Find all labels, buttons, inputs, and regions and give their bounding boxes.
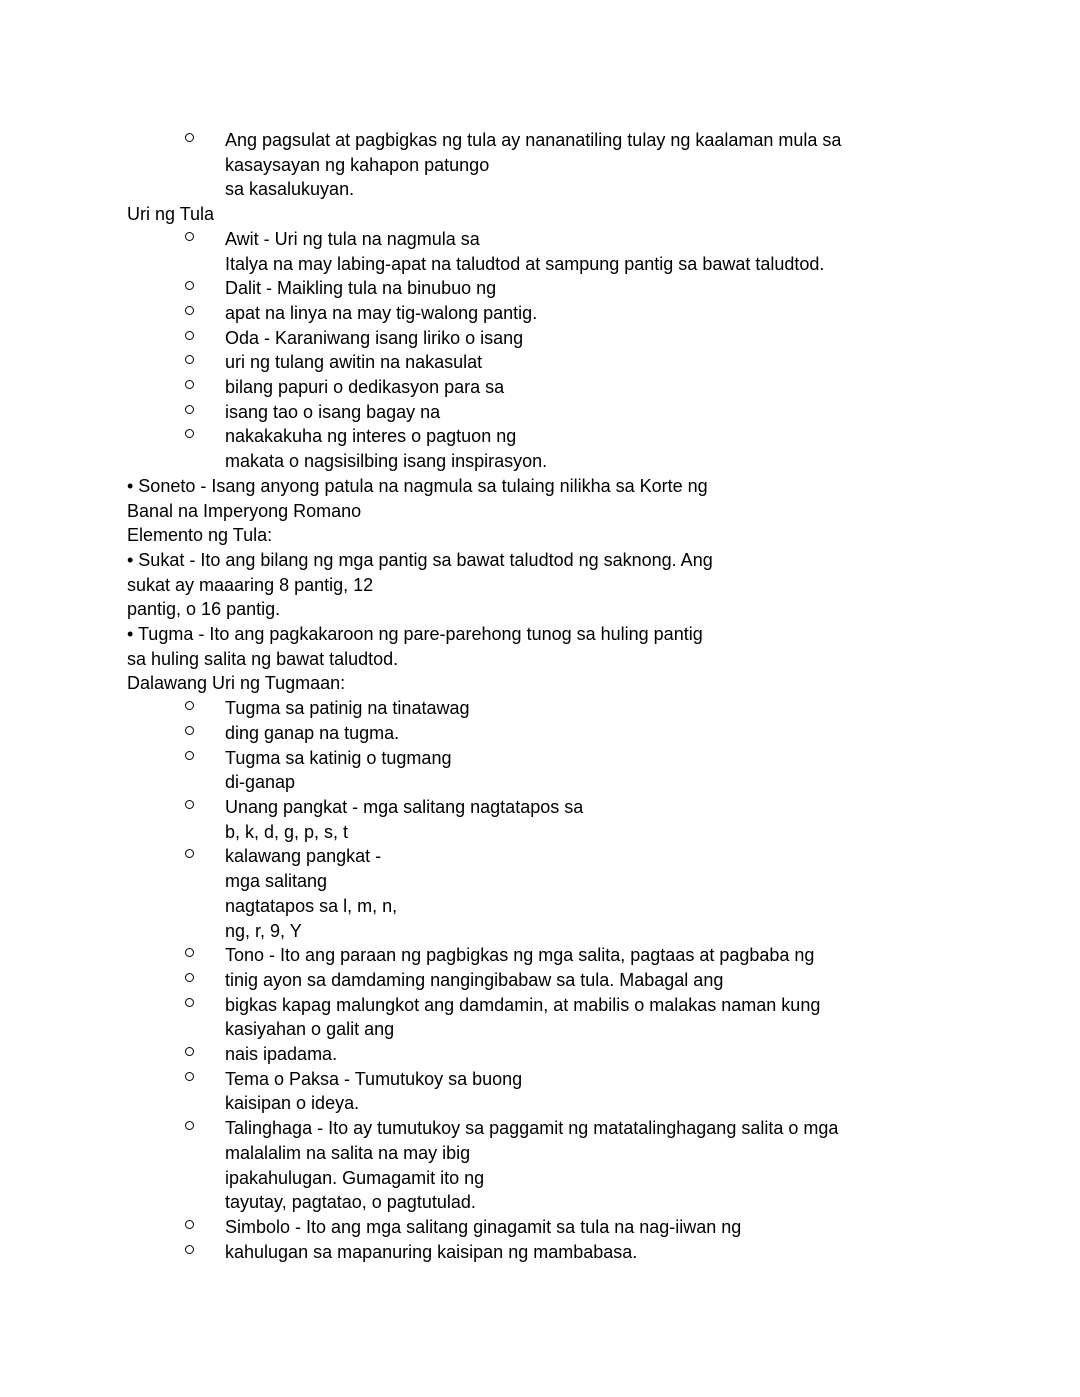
block-text [225, 696, 1050, 721]
bullet-item [185, 276, 1050, 301]
paragraph [127, 671, 1050, 696]
text-line: Tugma sa katinig o tugmang [225, 747, 452, 768]
text-line: sa kasalukuyan. [225, 179, 355, 200]
circle-bullet-icon [185, 795, 225, 844]
block-text [225, 424, 1050, 473]
bullet-item [185, 1067, 1050, 1116]
paragraph [127, 202, 1050, 227]
text-line: mga salitang [225, 871, 328, 892]
text-line: ng, r, 9, Y [225, 920, 302, 941]
text-line: isang tao o isang bagay na [225, 401, 441, 422]
text-line: uri ng tulang awitin na nakasulat [225, 352, 483, 373]
text-line: kasaysayan ng kahapon patungo [225, 154, 490, 175]
circle-bullet-icon [185, 424, 225, 473]
text-line: apat na linya na may tig-walong pantig. [225, 302, 538, 323]
paragraph [127, 548, 1050, 622]
text-line: sa huling salita ng bawat taludtod. [127, 648, 399, 669]
text-line: Tema o Paksa - Tumutukoy sa buong [225, 1068, 523, 1089]
text-line: Talinghaga - Ito ay tumutukoy sa paggamit ng matatalinghagang salita o mga [225, 1118, 839, 1139]
text-line: nagtatapos sa l, m, n, [225, 895, 398, 916]
bullet-item [185, 350, 1050, 375]
text-line: Uri ng Tula [127, 204, 215, 225]
text-line: tayutay, pagtatao, o pagtutulad. [225, 1192, 476, 1213]
circle-bullet-icon [185, 1215, 225, 1240]
bullet-item [185, 1215, 1050, 1240]
bullet-item [185, 375, 1050, 400]
bullet-item [185, 227, 1050, 276]
block-text [225, 1042, 1050, 1067]
bullet-item [185, 400, 1050, 425]
block-text [225, 227, 1050, 276]
circle-bullet-icon [185, 128, 225, 202]
text-line: • Soneto - Isang anyong patula na nagmula sa tulaing nilikha sa Korte ng [127, 475, 708, 496]
block-text [225, 350, 1050, 375]
block-text [225, 844, 1050, 943]
circle-bullet-icon [185, 968, 225, 993]
text-line: Ang pagsulat at pagbigkas ng tula ay nananatiling tulay ng kaalaman mula sa [225, 130, 842, 150]
block-text [127, 671, 1050, 696]
text-line: • Tugma - Ito ang pagkakaroon ng pare-parehong tunog sa huling pantig [127, 624, 703, 645]
text-line: makata o nagsisilbing isang inspirasyon. [225, 451, 548, 472]
text-line: tinig ayon sa damdaming nangingibabaw sa tula. Mabagal ang [225, 969, 724, 990]
circle-bullet-icon [185, 375, 225, 400]
circle-bullet-icon [185, 943, 225, 968]
text-line: Dalit - Maikling tula na binubuo ng [225, 278, 497, 299]
text-line: sukat ay maaaring 8 pantig, 12 [127, 574, 374, 595]
block-text [225, 746, 1050, 795]
block-text [225, 400, 1050, 425]
block-text [225, 326, 1050, 351]
text-line: Elemento ng Tula: [127, 525, 273, 546]
block-text [127, 548, 1050, 622]
text-line: ding ganap na tugma. [225, 722, 400, 743]
text-line: malalalim na salita na may ibig [225, 1142, 471, 1163]
text-line: di-ganap [225, 772, 296, 793]
bullet-item [185, 696, 1050, 721]
block-text [225, 128, 1050, 202]
block-text [225, 301, 1050, 326]
text-line: b, k, d, g, p, s, t [225, 821, 349, 842]
text-line: kalawang pangkat - [225, 846, 382, 867]
block-text [127, 523, 1050, 548]
text-line: Banal na Imperyong Romano [127, 500, 362, 521]
bullet-item [185, 128, 1050, 202]
circle-bullet-icon [185, 350, 225, 375]
bullet-item [185, 795, 1050, 844]
text-line: bilang papuri o dedikasyon para sa [225, 377, 505, 398]
text-line: nais ipadama. [225, 1044, 338, 1065]
block-text [225, 993, 1050, 1042]
paragraph [127, 474, 1050, 523]
text-line: Awit - Uri ng tula na nagmula sa [225, 228, 480, 249]
circle-bullet-icon [185, 993, 225, 1042]
text-line: Oda - Karaniwang isang liriko o isang [225, 327, 524, 348]
bullet-item [185, 844, 1050, 943]
block-text [225, 276, 1050, 301]
bullet-item [185, 721, 1050, 746]
document-body [127, 128, 1050, 1264]
bullet-item [185, 1116, 1050, 1215]
text-line: kaisipan o ideya. [225, 1093, 360, 1114]
text-line: Unang pangkat - mga salitang nagtatapos sa [225, 796, 584, 817]
block-text [127, 474, 1050, 523]
circle-bullet-icon [185, 227, 225, 276]
text-line: Tugma sa patinig na tinatawag [225, 698, 470, 719]
block-text [127, 202, 1050, 227]
bullet-item [185, 943, 1050, 968]
paragraph [127, 622, 1050, 671]
text-line: • Sukat - Ito ang bilang ng mga pantig sa bawat taludtod ng saknong. Ang [127, 549, 713, 570]
text-line: pantig, o 16 pantig. [127, 599, 281, 620]
circle-bullet-icon [185, 721, 225, 746]
circle-bullet-icon [185, 276, 225, 301]
circle-bullet-icon [185, 301, 225, 326]
bullet-item [185, 301, 1050, 326]
circle-bullet-icon [185, 1116, 225, 1215]
text-line: nakakakuha ng interes o pagtuon ng [225, 426, 517, 447]
block-text [225, 375, 1050, 400]
circle-bullet-icon [185, 746, 225, 795]
block-text [225, 968, 1050, 993]
block-text [225, 1215, 1050, 1240]
circle-bullet-icon [185, 1042, 225, 1067]
circle-bullet-icon [185, 1067, 225, 1116]
block-text [225, 1067, 1050, 1116]
text-line: Dalawang Uri ng Tugmaan: [127, 673, 346, 694]
bullet-item [185, 1042, 1050, 1067]
text-line: bigkas kapag malungkot ang damdamin, at mabilis o malakas naman kung [225, 994, 821, 1015]
bullet-item [185, 1240, 1050, 1265]
circle-bullet-icon [185, 1240, 225, 1265]
bullet-item [185, 993, 1050, 1042]
block-text [225, 1116, 1050, 1215]
circle-bullet-icon [185, 844, 225, 943]
bullet-item [185, 326, 1050, 351]
text-line: kasiyahan o galit ang [225, 1019, 395, 1040]
text-line: kahulugan sa mapanuring kaisipan ng mambabasa. [225, 1241, 638, 1262]
block-text [225, 795, 1050, 844]
circle-bullet-icon [185, 326, 225, 351]
bullet-item [185, 968, 1050, 993]
bullet-item [185, 746, 1050, 795]
block-text [225, 1240, 1050, 1265]
text-line: Italya na may labing-apat na taludtod at sampung pantig sa bawat taludtod. [225, 253, 825, 274]
bullet-item [185, 424, 1050, 473]
circle-bullet-icon [185, 696, 225, 721]
block-text [127, 622, 1050, 671]
text-line: Simbolo - Ito ang mga salitang ginagamit sa tula na nag-iiwan ng [225, 1216, 742, 1237]
text-line: Tono - Ito ang paraan ng pagbigkas ng mga salita, pagtaas at pagbaba ng [225, 945, 815, 966]
block-text [225, 721, 1050, 746]
text-line: ipakahulugan. Gumagamit ito ng [225, 1167, 485, 1188]
paragraph [127, 523, 1050, 548]
circle-bullet-icon [185, 400, 225, 425]
block-text [225, 943, 1050, 968]
